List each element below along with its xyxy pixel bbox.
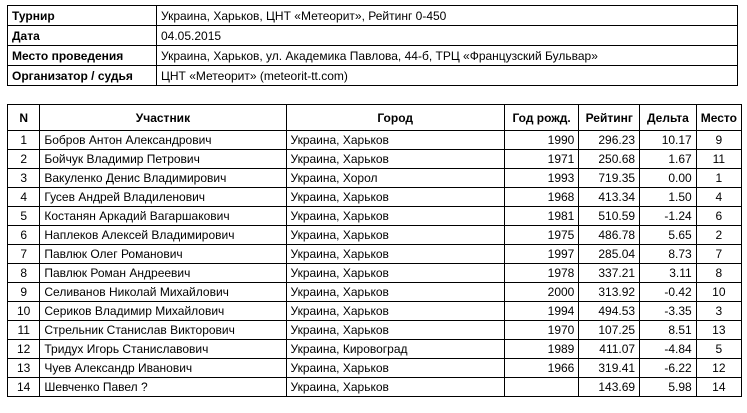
cell-name: Павлюк Олег Романович: [40, 245, 286, 264]
table-row: [8, 245, 742, 264]
cell-rating: 510.59: [579, 207, 640, 226]
cell-name: Вакуленко Денис Владимирович: [40, 169, 286, 188]
table-row: [8, 283, 742, 302]
cell-year: 1997: [504, 245, 579, 264]
cell-name: Селиванов Николай Михайлович: [40, 283, 286, 302]
info-label: Организатор / судья: [8, 66, 157, 86]
cell-n: 10: [8, 302, 40, 321]
cell-name: Чуев Александр Иванович: [40, 359, 286, 378]
cell-n: 13: [8, 359, 40, 378]
cell-city: Украина, Харьков: [286, 378, 504, 397]
info-label: Дата: [8, 26, 157, 46]
cell-year: 1981: [504, 207, 579, 226]
cell-name: Бойчук Владимир Петрович: [40, 150, 286, 169]
header-delta: Дельта: [640, 105, 697, 131]
cell-rating: 411.07: [579, 340, 640, 359]
info-label: Место проведения: [8, 46, 157, 66]
table-row: [8, 207, 742, 226]
info-value: Украина, Харьков, ЦНТ «Метеорит», Рейтинг 0-450: [157, 6, 738, 26]
cell-rating: 719.35: [579, 169, 640, 188]
cell-place: 10: [696, 283, 741, 302]
header-row: [8, 105, 742, 131]
cell-year: 1993: [504, 169, 579, 188]
cell-delta: 0.00: [640, 169, 697, 188]
info-value: Украина, Харьков, ул. Академика Павлова, 44-б, ТРЦ «Французский Бульвар»: [157, 46, 738, 66]
results-header: [8, 105, 742, 131]
tournament-info-table: [7, 5, 738, 86]
header-name: Участник: [40, 105, 286, 131]
cell-delta: 3.11: [640, 264, 697, 283]
header-n: N: [8, 105, 40, 131]
header-year: Год рожд.: [504, 105, 579, 131]
cell-city: Украина, Харьков: [286, 207, 504, 226]
cell-city: Украина, Харьков: [286, 359, 504, 378]
table-row: [8, 302, 742, 321]
cell-year: 1990: [504, 131, 579, 150]
cell-city: Украина, Хорол: [286, 169, 504, 188]
cell-n: 11: [8, 321, 40, 340]
cell-city: Украина, Харьков: [286, 264, 504, 283]
cell-n: 4: [8, 188, 40, 207]
cell-rating: 313.92: [579, 283, 640, 302]
cell-rating: 285.04: [579, 245, 640, 264]
table-row: [8, 264, 742, 283]
cell-place: 8: [696, 264, 741, 283]
table-row: [8, 131, 742, 150]
cell-city: Украина, Харьков: [286, 321, 504, 340]
cell-name: Стрельник Станислав Викторович: [40, 321, 286, 340]
cell-delta: 8.51: [640, 321, 697, 340]
cell-year: 1966: [504, 359, 579, 378]
cell-year: 2000: [504, 283, 579, 302]
table-row: [8, 169, 742, 188]
cell-n: 14: [8, 378, 40, 397]
cell-place: 12: [696, 359, 741, 378]
cell-name: Шевченко Павел ?: [40, 378, 286, 397]
cell-rating: 143.69: [579, 378, 640, 397]
cell-place: 3: [696, 302, 741, 321]
cell-delta: 10.17: [640, 131, 697, 150]
cell-city: Украина, Харьков: [286, 302, 504, 321]
cell-n: 6: [8, 226, 40, 245]
header-city: Город: [286, 105, 504, 131]
cell-place: 4: [696, 188, 741, 207]
cell-name: Тридух Игорь Станиславович: [40, 340, 286, 359]
cell-place: 9: [696, 131, 741, 150]
info-row: [8, 66, 738, 86]
info-label: Турнир: [8, 6, 157, 26]
cell-n: 9: [8, 283, 40, 302]
cell-name: Павлюк Роман Андреевич: [40, 264, 286, 283]
cell-city: Украина, Харьков: [286, 283, 504, 302]
cell-name: Наплеков Алексей Владимирович: [40, 226, 286, 245]
cell-place: 11: [696, 150, 741, 169]
results-table: [7, 104, 742, 397]
cell-delta: 8.73: [640, 245, 697, 264]
cell-place: 14: [696, 378, 741, 397]
cell-rating: 319.41: [579, 359, 640, 378]
cell-delta: 1.67: [640, 150, 697, 169]
cell-delta: -6.22: [640, 359, 697, 378]
info-row: [8, 26, 738, 46]
table-row: [8, 226, 742, 245]
cell-city: Украина, Харьков: [286, 188, 504, 207]
cell-rating: 494.53: [579, 302, 640, 321]
info-row: [8, 6, 738, 26]
cell-n: 7: [8, 245, 40, 264]
cell-delta: -4.84: [640, 340, 697, 359]
table-row: [8, 188, 742, 207]
cell-n: 8: [8, 264, 40, 283]
cell-delta: 5.98: [640, 378, 697, 397]
cell-rating: 486.78: [579, 226, 640, 245]
cell-name: Гусев Андрей Владиленович: [40, 188, 286, 207]
cell-year: 1968: [504, 188, 579, 207]
cell-place: 5: [696, 340, 741, 359]
cell-n: 1: [8, 131, 40, 150]
cell-delta: 1.50: [640, 188, 697, 207]
cell-year: 1975: [504, 226, 579, 245]
cell-year: 1978: [504, 264, 579, 283]
cell-place: 2: [696, 226, 741, 245]
cell-n: 5: [8, 207, 40, 226]
cell-year: 1989: [504, 340, 579, 359]
header-rating: Рейтинг: [579, 105, 640, 131]
info-value: ЦНТ «Метеорит» (meteorit-tt.com): [157, 66, 738, 86]
cell-place: 1: [696, 169, 741, 188]
cell-city: Украина, Харьков: [286, 226, 504, 245]
cell-place: 7: [696, 245, 741, 264]
cell-year: 1970: [504, 321, 579, 340]
cell-name: Костанян Аркадий Вагаршакович: [40, 207, 286, 226]
tournament-info-body: [8, 6, 738, 86]
info-row: [8, 46, 738, 66]
cell-year: [504, 378, 579, 397]
results-body: [8, 131, 742, 397]
cell-year: 1994: [504, 302, 579, 321]
cell-delta: -1.24: [640, 207, 697, 226]
cell-name: Бобров Антон Александрович: [40, 131, 286, 150]
table-row: [8, 150, 742, 169]
cell-year: 1971: [504, 150, 579, 169]
info-value: 04.05.2015: [157, 26, 738, 46]
cell-rating: 107.25: [579, 321, 640, 340]
cell-rating: 296.23: [579, 131, 640, 150]
cell-rating: 337.21: [579, 264, 640, 283]
cell-delta: -3.35: [640, 302, 697, 321]
cell-rating: 413.34: [579, 188, 640, 207]
table-row: [8, 340, 742, 359]
cell-place: 13: [696, 321, 741, 340]
header-place: Место: [696, 105, 741, 131]
cell-n: 12: [8, 340, 40, 359]
cell-delta: -0.42: [640, 283, 697, 302]
table-row: [8, 359, 742, 378]
table-row: [8, 378, 742, 397]
cell-city: Украина, Харьков: [286, 131, 504, 150]
cell-rating: 250.68: [579, 150, 640, 169]
cell-place: 6: [696, 207, 741, 226]
cell-city: Украина, Харьков: [286, 245, 504, 264]
cell-delta: 5.65: [640, 226, 697, 245]
cell-city: Украина, Кировоград: [286, 340, 504, 359]
cell-city: Украина, Харьков: [286, 150, 504, 169]
table-row: [8, 321, 742, 340]
cell-n: 3: [8, 169, 40, 188]
cell-n: 2: [8, 150, 40, 169]
cell-name: Сериков Владимир Михайлович: [40, 302, 286, 321]
